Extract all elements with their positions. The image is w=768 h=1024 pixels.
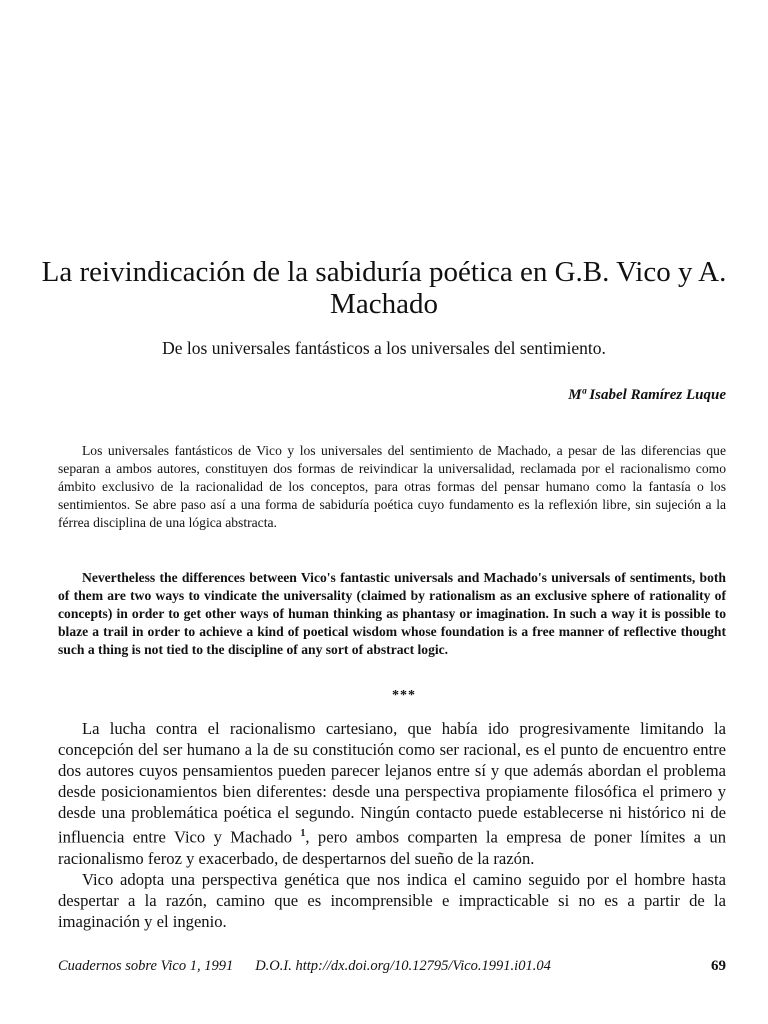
article-title: La reivindicación de la sabiduría poética en G.B. Vico y A. Machado xyxy=(41,256,727,320)
body-paragraph xyxy=(58,718,726,869)
page-footer xyxy=(58,958,551,975)
author-name: Mª Isabel Ramírez Luque xyxy=(568,387,726,403)
journal-citation: Cuadernos sobre Vico 1, 1991 xyxy=(58,958,234,974)
article-body xyxy=(58,718,726,932)
body-text-segment: La lucha contra el racionalismo cartesiano, que había ido progresivamente limitando la concepción del ser humano a la de su constitución como ser racional, es el punto de encuentro entre dos autores cuyos pensamientos pueden parecer lejanos entre sí y que además abordan el problema desde posicionamientos bien diferentes: desde una perspectiva propiamente filosófica el primero y desde una problemática poética el segundo. Ningún contacto puede establecerse ni histórico ni de influencia entre Vico y Machado xyxy=(58,719,726,847)
abstract-spanish: Los universales fantásticos de Vico y los universales del sentimiento de Machado, a pesar de las diferencias que separan a ambos autores, constituyen dos formas de reivindicar la universalidad, reclamada por el racionalismo como ámbito exclusivo de la racionalidad de los conceptos, para otras formas del pensar humano como la fantasía o los sentimientos. Se abre paso así a una forma de sabiduría poética cuyo fundamento es la reflexión libre, sin sujeción a la férrea disciplina de una lógica abstracta. xyxy=(58,443,726,530)
body-paragraph: Vico adopta una perspectiva genética que nos indica el camino seguido por el hombre hasta despertar a la razón, camino que es incomprensible e impracticable si no es a partir de la imaginación y el ingenio. xyxy=(58,869,726,931)
page-number: 69 xyxy=(711,958,726,974)
section-separator: *** xyxy=(392,688,416,703)
footnote-reference[interactable]: 1 xyxy=(300,828,306,839)
article-subtitle: De los universales fantásticos a los universales del sentimiento. xyxy=(162,338,606,358)
abstract-english: Nevertheless the differences between Vico's fantastic universals and Machado's universals of sentiments, both of them are two ways to vindicate the universality (claimed by rationalism as an exclusive sphere of rationality of concepts) in order to get other ways of human thinking as phantasy or imagination. In such a way it is possible to blaze a trail in order to achieve a kind of poetical wisdom whose foundation is a free manner of reflective thought such a thing is not tied to the discipline of any sort of abstract logic. xyxy=(58,570,726,657)
doi-link[interactable]: D.O.I. http://dx.doi.org/10.12795/Vico.1991.i01.04 xyxy=(255,958,551,974)
body-text-segment: , pero ambos comparten la empresa de poner límites a un racionalismo feroz y exacerbado, de despertarnos del sueño de la razón. xyxy=(58,827,726,868)
